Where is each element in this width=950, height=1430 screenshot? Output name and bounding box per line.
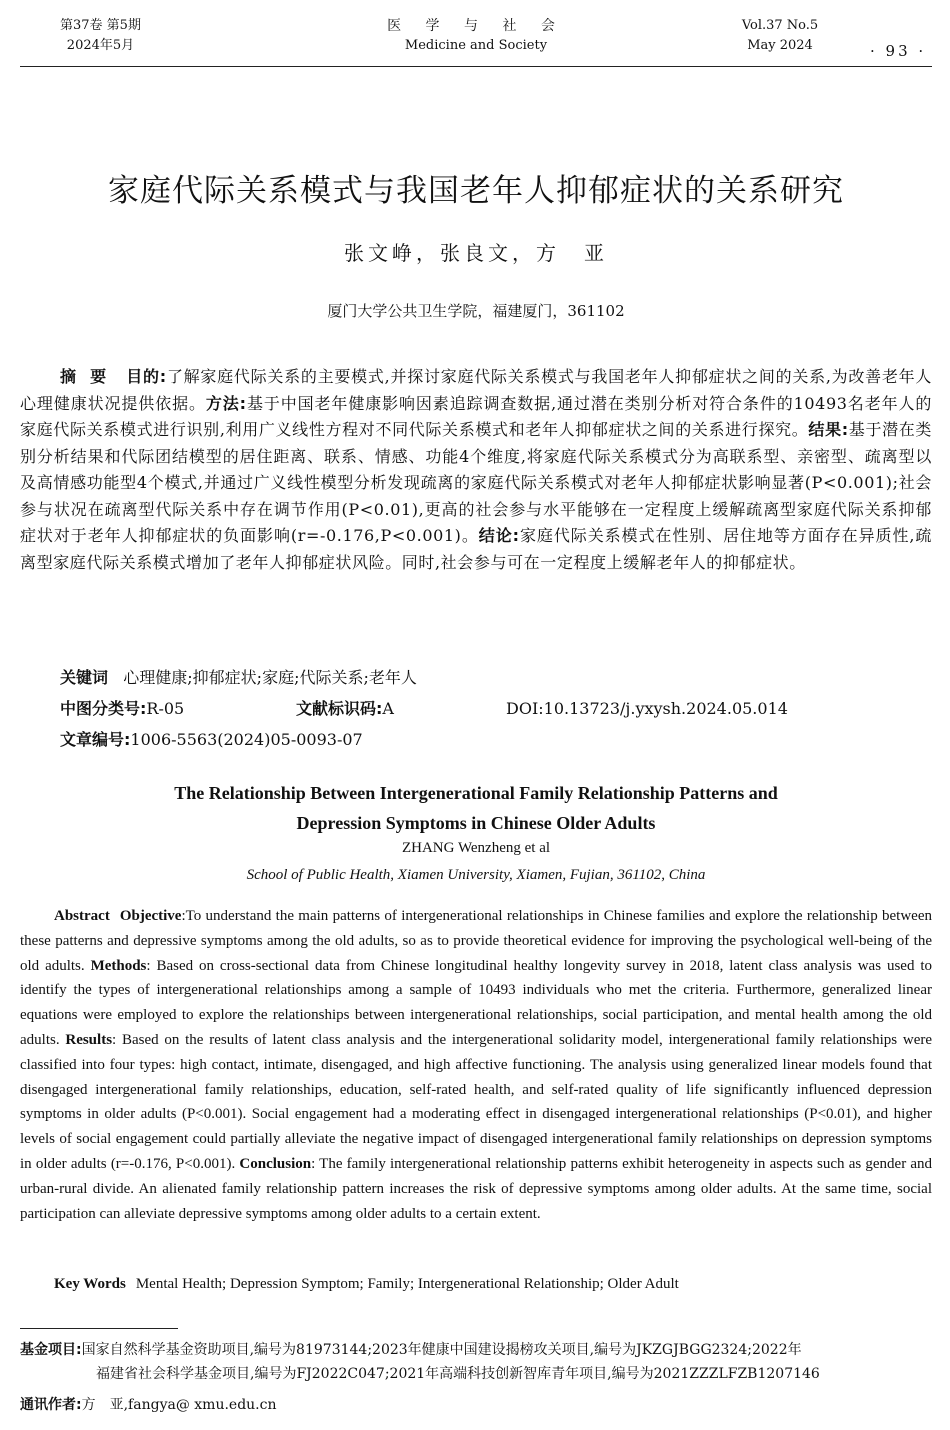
affiliation-cn: 厦门大学公共卫生学院，福建厦门，361102: [327, 302, 625, 320]
conclusion-label-cn: 结论:: [478, 526, 520, 545]
methods-text-cn: 基于中国老年健康影响因素追踪调查数据,通过潜在类别分析对符合条件的10493名老年人的家庭代际关系模式进行识别,利用广义线性方程对不同代际关系模式和老年人抑郁症状之间的关系进行探究。: [20, 393, 932, 439]
funding-note: [20, 1338, 932, 1386]
affiliation-en: School of Public Health, Xiamen University, Xiamen, Fujian, 361102, China: [246, 867, 706, 883]
volume-en: Vol.37 No.5: [741, 18, 819, 33]
objective-label-cn: 目的:: [126, 367, 167, 386]
doc-code: [296, 697, 394, 721]
journal-name-cn: 医 学 与 社 会: [387, 18, 565, 34]
journal-page: [20, 0, 933, 1413]
conclusion-label-en: Conclusion: [239, 1155, 312, 1172]
title-en-line-1: The Relationship Between Intergenerational Family Relationship Patterns and: [174, 783, 778, 803]
results-label-cn: 结果:: [808, 420, 849, 439]
abstract-en: [20, 904, 932, 1226]
abstract-cn: [20, 364, 932, 576]
doc-code-label: 文献标识码:: [296, 699, 383, 718]
article-number-label: 文章编号:: [60, 730, 131, 749]
volume-cn: 第37卷 第5期: [60, 18, 141, 33]
clc-label: 中图分类号:: [60, 699, 147, 718]
doi[interactable]: DOI:10.13723/j.yxysh.2024.05.014: [506, 699, 788, 718]
funding-label: 基金项目:: [20, 1342, 82, 1358]
funding-line-2: 福建省社会科学基金项目,编号为FJ2022C047;2021年高端科技创新智库青年项目,编号为2021ZZZLFZB1207146: [96, 1366, 820, 1382]
conclusion-text-cn: 家庭代际关系模式在性别、居住地等方面存在异质性,疏离型家庭代际关系模式增加了老年人抑郁症状风险。同时,社会参与可在一定程度上缓解老年人的抑郁症状。: [20, 526, 932, 572]
corresponding-label: 通讯作者:: [20, 1397, 82, 1413]
conclusion-text-en: : The family intergenerational relationship patterns exhibit heterogeneity in aspects such as gender and urban-rural divide. An alienated family relationship pattern increases the risk of depressive symptoms among older adults. At the same time, social participation can alleviate depressive symptoms among older adults to a certain extent.: [20, 1155, 933, 1222]
objective-text-cn: 了解家庭代际关系的主要模式,并探讨家庭代际关系模式与我国老年人抑郁症状之间的关系,为改善老年人心理健康状况提供依据。: [20, 367, 932, 413]
authors-cn: 张文峥，张良文，方 亚: [344, 241, 608, 265]
classification-row: [60, 697, 788, 721]
article-title-cn: 家庭代际关系模式与我国老年人抑郁症状的关系研究: [108, 172, 844, 209]
abstract-en-heading: Abstract: [54, 908, 110, 924]
funding-line-1: 国家自然科学基金资助项目,编号为81973144;2023年健康中国建设揭榜攻关项目,编号为JKZGJBGG2324;2022年: [81, 1342, 802, 1358]
methods-label-en: Methods: [90, 957, 147, 974]
keywords-en-text: Mental Health; Depression Symptom; Family; Intergenerational Relationship; Older Adult: [135, 1276, 679, 1292]
methods-text-en: : Based on cross-sectional data from Chinese longitudinal healthy longevity survey in 2018, latent class analysis was used to identify the types of intergenerational relationships among a sample of 10493 individuals who met the criteria. Furthermore, generalized linear equations were employed to explore the relationships between intergenerational relationships, social participation, and mental health among the old adults.: [20, 957, 933, 1048]
results-text-en: : Based on the results of latent class analysis and the intergenerational solidarity model, intergenerational family relationships were classified into four types: high contact, intimate, disengaged, and high affective functioning. The analysis using generalized linear models found that disengaged intergenerational family relationships, education, self-rated health, and self-rated quality of life significantly influenced depression symptoms in older adults (P<0.001). Social engagement had a moderating effect in disengaged intergenerational relationships (P<0.01), and higher levels of social engagement could partially alleviate the negative impact of disengaged intergenerational family relationships on depression symptoms in older adults (r=-0.176, P<0.001).: [20, 1031, 933, 1172]
header-divider: [20, 66, 932, 67]
methods-label-cn: 方法:: [205, 393, 247, 413]
header-right: [720, 16, 840, 56]
article-title-en: [20, 778, 932, 838]
keywords-cn-text: 心理健康;抑郁症状;家庭;代际关系;老年人: [123, 668, 417, 687]
footnote-divider: [20, 1328, 178, 1329]
date-cn: 2024年5月: [66, 38, 135, 53]
article-number-value: 1006-5563(2024)05-0093-07: [130, 730, 363, 749]
header-left: [60, 16, 141, 56]
abstract-cn-heading: 摘要: [60, 367, 121, 386]
results-text-cn: 基于潜在类别分析结果和代际团结模型的居住距离、联系、情感、功能4个维度,将家庭代际关系模式分为高联系型、亲密型、疏离型以及高情感功能型4个模式,并通过广义线性模型分析发现疏离的家庭代际关系模式对老年人抑郁症状影响显著(P<0.001);社会参与状况在疏离型代际关系中存在调节作用(P<0.01),更高的社会参与水平能够在一定程度上缓解疏离型家庭代际关系抑郁症状对于老年人抑郁症状的负面影响(r=-0.176,P<0.001)。: [20, 420, 932, 545]
title-en-line-2: Depression Symptoms in Chinese Older Adults: [296, 813, 656, 833]
date-en: May 2024: [747, 38, 813, 53]
objective-text-en: :To understand the main patterns of intergenerational relationships in Chinese families and explore the relationship between these patterns and depressive symptoms among the old adults, so as to provide theoretical evidence for improving the psychological well-being of the old adults.: [20, 908, 932, 974]
page-number: · 93 ·: [870, 42, 927, 60]
clc-value: R-05: [146, 699, 185, 718]
keywords-en-label: Key Words: [54, 1276, 126, 1292]
keywords-en: [54, 1276, 679, 1293]
running-header: [20, 0, 932, 68]
article-number: [60, 728, 363, 752]
objective-label-en: Objective: [119, 908, 182, 924]
author-en: ZHANG Wenzheng et al: [401, 840, 551, 856]
keywords-cn-label: 关键词: [60, 668, 109, 687]
corresponding-value[interactable]: 方 亚,fangya@ xmu.edu.cn: [81, 1397, 277, 1413]
keywords-cn: [60, 666, 417, 690]
doc-code-value: A: [382, 699, 394, 718]
journal-name-en: Medicine and Society: [404, 38, 548, 53]
corresponding-author: [20, 1394, 276, 1414]
header-center: [376, 16, 576, 56]
results-label-en: Results: [65, 1031, 113, 1048]
